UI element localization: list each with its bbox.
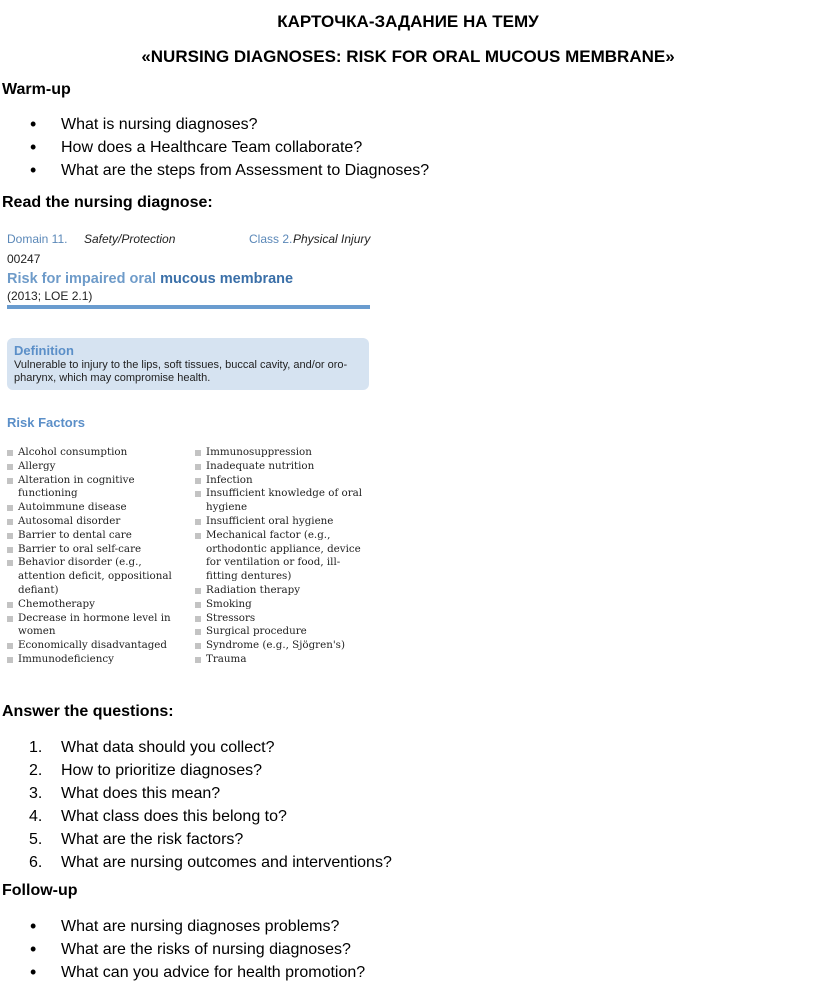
list-item: Economically disadvantaged — [7, 639, 182, 653]
warmup-list — [0, 113, 429, 182]
item-number: 2. — [29, 762, 43, 779]
class-label: Class 2. — [249, 232, 293, 246]
list-item: Immunodeficiency — [7, 653, 182, 667]
level-of-evidence: (2013; LOE 2.1) — [7, 289, 93, 303]
item-number: 4. — [29, 808, 43, 825]
list-item: Allergy — [7, 460, 182, 474]
list-item: • What are the steps from Assessment to Diagnoses? — [0, 159, 429, 182]
item-text: What data should you collect? — [61, 739, 275, 756]
list-item: Infection — [195, 474, 370, 488]
list-item: Insufficient oral hygiene — [195, 515, 370, 529]
item-text: What class does this belong to? — [61, 808, 287, 825]
list-item: Autosomal disorder — [7, 515, 182, 529]
page-subtitle: «NURSING DIAGNOSES: RISK FOR ORAL MUCOUS MEMBRANE» — [141, 47, 675, 66]
list-item: • What can you advice for health promotion? — [0, 961, 365, 984]
risk-factors-column-1 — [7, 446, 182, 667]
list-item: Chemotherapy — [7, 598, 182, 612]
item-number: 5. — [29, 831, 43, 848]
list-item: Barrier to oral self-care — [7, 543, 182, 557]
list-item: • What is nursing diagnoses? — [0, 113, 429, 136]
list-item: Immunosuppression — [195, 446, 370, 460]
item-number: 1. — [29, 739, 43, 756]
list-item: Alteration in cognitive functioning — [7, 474, 182, 502]
domain-label: Domain 11. — [7, 232, 68, 246]
list-item: Barrier to dental care — [7, 529, 182, 543]
list-item — [0, 759, 392, 782]
page-title: КАРТОЧКА-ЗАДАНИЕ НА ТЕМУ — [277, 12, 539, 31]
nursing-diagnosis-card — [7, 228, 372, 673]
list-item — [0, 736, 392, 759]
list-item: Surgical procedure — [195, 625, 370, 639]
diagnosis-title-part1: Risk for impaired oral — [7, 271, 161, 287]
item-text: What are the risk factors? — [61, 831, 244, 848]
title-divider — [7, 305, 370, 309]
read-heading: Read the nursing diagnose: — [2, 194, 213, 211]
risk-factors-heading: Risk Factors — [7, 415, 86, 430]
risk-factors-column-2 — [195, 446, 370, 667]
list-item — [0, 828, 392, 851]
list-item: Trauma — [195, 653, 370, 667]
list-item: • What are nursing diagnoses problems? — [0, 915, 365, 938]
list-item: Radiation therapy — [195, 584, 370, 598]
domain-name: Safety/Protection — [84, 232, 176, 246]
diagnosis-code: 00247 — [7, 252, 41, 266]
list-item: Syndrome (e.g., Sjögren's) — [195, 639, 370, 653]
item-text: What does this mean? — [61, 785, 221, 802]
list-item — [0, 782, 392, 805]
diagnosis-title-part2: mucous membrane — [160, 271, 294, 287]
list-item: Alcohol consumption — [7, 446, 182, 460]
followup-heading: Follow-up — [2, 882, 78, 899]
list-item: • How does a Healthcare Team collaborate? — [0, 136, 429, 159]
definition-heading: Definition — [14, 343, 74, 358]
followup-list — [0, 915, 365, 984]
list-item: Mechanical factor (e.g., orthodontic appliance, device for ventilation or food, ill-fitting dentures) — [195, 529, 370, 584]
answer-heading: Answer the questions: — [2, 703, 174, 720]
warmup-heading: Warm-up — [2, 81, 71, 98]
list-item — [0, 851, 392, 874]
list-item: Stressors — [195, 612, 370, 626]
questions-list — [0, 736, 392, 874]
list-item: Insufficient knowledge of oral hygiene — [195, 487, 370, 515]
item-text: What are nursing outcomes and interventions? — [61, 854, 392, 871]
item-text: How to prioritize diagnoses? — [61, 762, 262, 779]
list-item — [0, 805, 392, 828]
definition-box — [7, 338, 369, 390]
item-number: 6. — [29, 854, 43, 871]
item-number: 3. — [29, 785, 43, 802]
definition-text: Vulnerable to injury to the lips, soft tissues, buccal cavity, and/or oro-pharynx, which may compromise health. — [14, 359, 348, 384]
list-item: • What are the risks of nursing diagnoses? — [0, 938, 365, 961]
class-name: Physical Injury — [293, 232, 371, 246]
list-item: Inadequate nutrition — [195, 460, 370, 474]
diagnosis-title — [7, 271, 293, 287]
list-item: Autoimmune disease — [7, 501, 182, 515]
list-item: Decrease in hormone level in women — [7, 612, 182, 640]
list-item: Smoking — [195, 598, 370, 612]
list-item: Behavior disorder (e.g., attention deficit, oppositional defiant) — [7, 556, 182, 597]
